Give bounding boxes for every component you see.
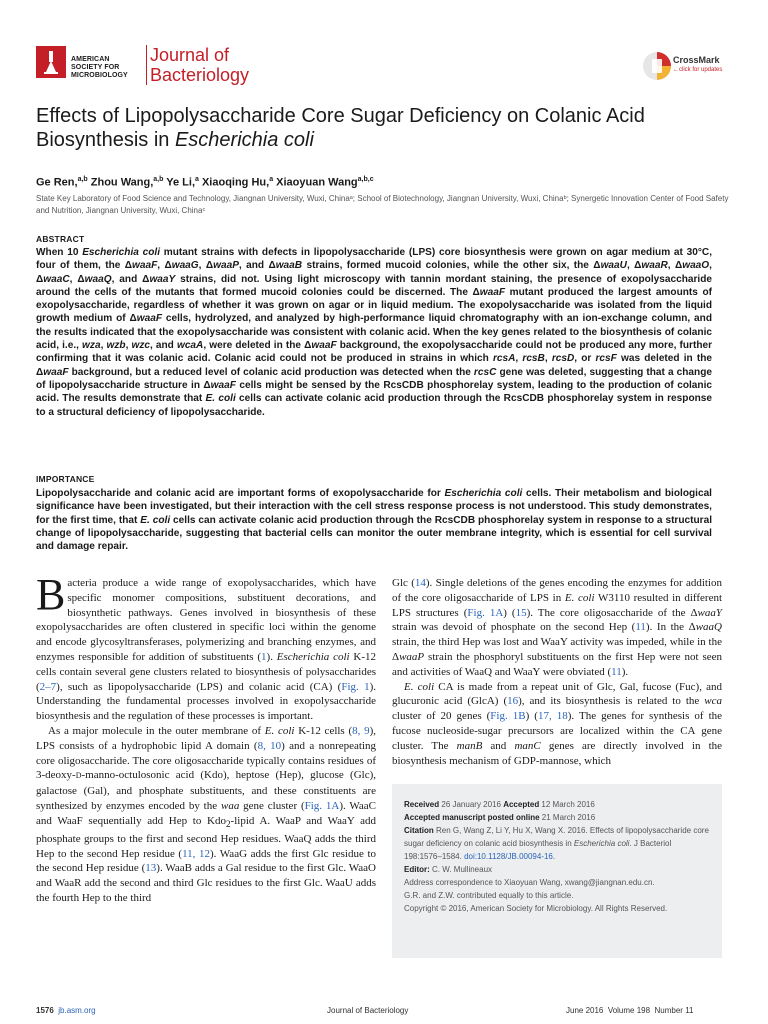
ref-link[interactable]: 11 xyxy=(635,621,646,634)
figure-link[interactable]: Fig. 1B xyxy=(490,710,526,723)
article-title: Effects of Lipopolysaccharide Core Sugar Deficiency on Colanic Acid Biosynthesis in Escherichia coli xyxy=(36,105,645,151)
ref-link[interactable]: 16 xyxy=(507,695,519,708)
footer-issue: June 2016 Volume 198 Number 11 xyxy=(566,1006,694,1015)
journal-site-link[interactable]: jb.asm.org xyxy=(58,1006,96,1015)
ref-link[interactable]: 11 xyxy=(611,665,622,678)
footer-left xyxy=(36,1006,96,1015)
journal-name[interactable]: Journal of Bacteriology xyxy=(146,45,249,85)
paragraph: E. coli CA is made from a repeat unit of Glc, Gal, fucose (Fuc), and glucuronic acid (GlcA) (16), and its biosynthesis is related to the wca cluster of 20 genes (Fig. 1B) (17, 18). The genes for synthesis of the fucose nucleoside-sugar precursors are localized within the CA gene cluster. The manB and manC genes are directly involved in the biosynthesis mechanism of GDP-mannose, which xyxy=(392,680,723,767)
body-right-column xyxy=(392,576,722,768)
crossmark-label[interactable]: CrossMark xyxy=(673,55,720,65)
importance-heading: IMPORTANCE xyxy=(36,474,95,484)
correspondence: Address correspondence to Xiaoyuan Wang, xwang@jiangnan.edu.cn. xyxy=(404,878,655,887)
author-list: Ge Ren,$^{a,b}$ Zhou Wang,$^{a,b}$ Ye Li,$^a$ Xiaoqing Hu,$^a$ Xiaoyuan Wang$^{a,b,c}$ xyxy=(36,176,374,189)
paragraph: Bacteria produce a wide range of exopolysaccharides, which have specific monomer compositions, substituent decorations, and biosynthetic pathways. Genes involved in biosynthesis of these exopolysaccharides are often clustered in specific loci within the genome and encode glycosyltransferases, polymerizing and branching enzymes, and enzymes responsible for addition of substituents (1). Escherichia coli K-12 cells contain several gene clusters related to biosynthesis of polysaccharides (2–7), such as lipopolysaccharide (LPS) and colanic acid (CA) (Fig. 1). Understanding the fundamental processes involved in exopolysaccharide biosynthesis and the regulation of these processes is important. xyxy=(36,570,376,723)
ref-link[interactable]: 17, 18 xyxy=(537,710,568,723)
ref-link[interactable]: 1 xyxy=(261,650,267,663)
footer-journal: Journal of Bacteriology xyxy=(327,1006,409,1015)
figure-link[interactable]: Fig. 1A xyxy=(304,799,340,812)
publisher-name: AMERICAN SOCIETY FOR MICROBIOLOGY xyxy=(71,56,128,79)
editor: Editor: C. W. Mullineaux xyxy=(404,865,493,874)
figure-link[interactable]: Fig. 1A xyxy=(467,606,504,619)
paragraph: Glc (14). Single deletions of the genes encoding the enzymes for addition of the core oligosaccharide of LPS in E. coli W3110 resulted in different LPS structures (Fig. 1A) (15). The core oligosaccharide of the ΔwaaY strain was devoid of phosphate on the second Hep (11). In the ΔwaaQ strain, the third Hep was lost and WaaY activity was impeded, while in the ΔwaaP strain the phosphoryl substituents on the first Hep were not seen and activities of WaaQ and WaaY were obviated (11). xyxy=(392,577,723,678)
affiliations: State Key Laboratory of Food Science and Technology, Jiangnan University, Wuxi, Chinaᵃ; School of Biotechnology, Jiangnan University, Wuxi, Chinaᵇ; Synergetic Innovation Center of Food Safety and Nutrition, Jiangnan University, Wuxi, Chinaᶜ xyxy=(36,194,729,215)
copyright: Copyright © 2016, American Society for Microbiology. All Rights Reserved. xyxy=(404,904,668,913)
posted-online: Accepted manuscript posted online 21 March 2016 xyxy=(404,813,596,822)
figure-link[interactable]: Fig. 1 xyxy=(341,680,370,693)
ref-link[interactable]: 8, 9 xyxy=(352,724,370,737)
abstract-heading: ABSTRACT xyxy=(36,234,85,244)
ref-link[interactable]: 11, 12 xyxy=(182,847,211,860)
crossmark-updates-link[interactable]: ←click for updates xyxy=(673,67,723,73)
received-dates: Received 26 January 2016 Accepted 12 March 2016 xyxy=(404,800,595,809)
asm-logo xyxy=(36,46,66,78)
ref-link[interactable]: 15 xyxy=(515,606,527,619)
citation: Citation Ren G, Wang Z, Li Y, Hu X, Wang X. 2016. Effects of lipopolysaccharide core sugar deficiency on colanic acid biosynthesis in Escherichia coli. J Bacteriol 198:1576–1584. doi:10.1128/JB.00094-16. xyxy=(404,826,709,861)
crossmark-icon[interactable] xyxy=(642,51,672,81)
flask-icon xyxy=(36,46,66,78)
ref-link[interactable]: 8, 10 xyxy=(257,739,282,752)
paragraph: As a major molecule in the outer membrane of E. coli K-12 cells (8, 9), LPS consists of a hydrophobic lipid A domain (8, 10) and a nonrepeating core oligosaccharide. The core oligosaccharide typically contains residues of 3-deoxy-D-manno-octulosonic acid (Kdo), heptose (Hep), glucose (Glc), galactose (Gal), and phosphate substituents, and these constituents are synthesized by enzymes encoded by the waa gene cluster (Fig. 1A). WaaC and WaaF sequentially add Hep to Kdo$_2$-lipid A. WaaP and WaaY add phosphate groups to the first and second Hep residues. WaaQ adds the third Hep to the second Hep residue (11, 12). WaaG adds the first Glc residue to the second Hep residue (13). WaaB adds a Gal residue to the first Glc. WaaO and WaaR add the second and third Glc residues to the first Glc. WaaU adds the fourth Hep to the third xyxy=(36,724,377,904)
ref-link[interactable]: 13 xyxy=(145,862,157,875)
doi-link[interactable]: doi:10.1128/JB.00094-16 xyxy=(464,852,553,861)
ref-link[interactable]: 2–7 xyxy=(39,680,57,693)
ref-link[interactable]: 14 xyxy=(414,577,426,589)
page-number: 1576 xyxy=(36,1006,54,1015)
body-left-column xyxy=(36,570,377,906)
article-info-box xyxy=(392,784,722,958)
importance-text: Lipopolysaccharide and colanic acid are important forms of exopolysaccharide for Escherichia coli cells. Their metabolism and biological significance have been investigated, but their interaction with the cell stress response process is not understood. This study demonstrates, for the first time, that E. coli cells can activate colanic acid production through the RcsCDB phosphorelay system in response to a structural change of lipopolysaccharide, suggesting that bacterial cells can monitor the outer membrane integrity, which is essential for cell survival and damage repair. xyxy=(36,488,713,553)
drop-cap: B xyxy=(36,570,66,619)
abstract-text: When 10 Escherichia coli mutant strains with defects in lipopolysaccharide (LPS) core biosynthesis were grown on agar medium at 30°C, four of them, the ΔwaaF, ΔwaaG, ΔwaaP, and ΔwaaB strains, formed mucoid colonies, while the other six, the ΔwaaU, ΔwaaR, ΔwaaO, ΔwaaC, ΔwaaQ, and ΔwaaY strains, did not. Using light microscopy with tannin mordant staining, the presence of exopolysaccharide around the cells of the mutants that formed mucoid colonies could be discerned. The ΔwaaF mutant produced the largest amounts of exopolysaccharide, regardless of whether it was grown on agar or in liquid medium. The exopolysaccharide was isolated from the liquid growth medium of ΔwaaF cells, hydrolyzed, and analyzed by high-performance liquid chromatography with an ion-exchange column, and the results indicated that the exopolysaccharide was consistent with colanic acid. When the key genes related to the biosynthesis of colanic acid, i.e., wza, wzb, wzc, and wcaA, were deleted in the ΔwaaF background, the exopolysaccharide could not be produced any more, further confirming that it was colanic acid. Colanic acid could not be produced in strains in which rcsA, rcsB, rcsD, or rcsF was deleted in the ΔwaaF background, but a reduced level of colanic acid production was detected when the rcsC gene was deleted, suggesting that a change of lipopolysaccharide structure in ΔwaaF cells might be sensed by the RcsCDB phosphorelay system, leading to the production of colanic acid. The results demonstrate that E. coli cells can activate colanic acid production through the RcsCDB phosphorelay system in response to a structural deficiency of lipopolysaccharide. xyxy=(36,247,713,418)
equal-contribution: G.R. and Z.W. contributed equally to this article. xyxy=(404,891,574,900)
